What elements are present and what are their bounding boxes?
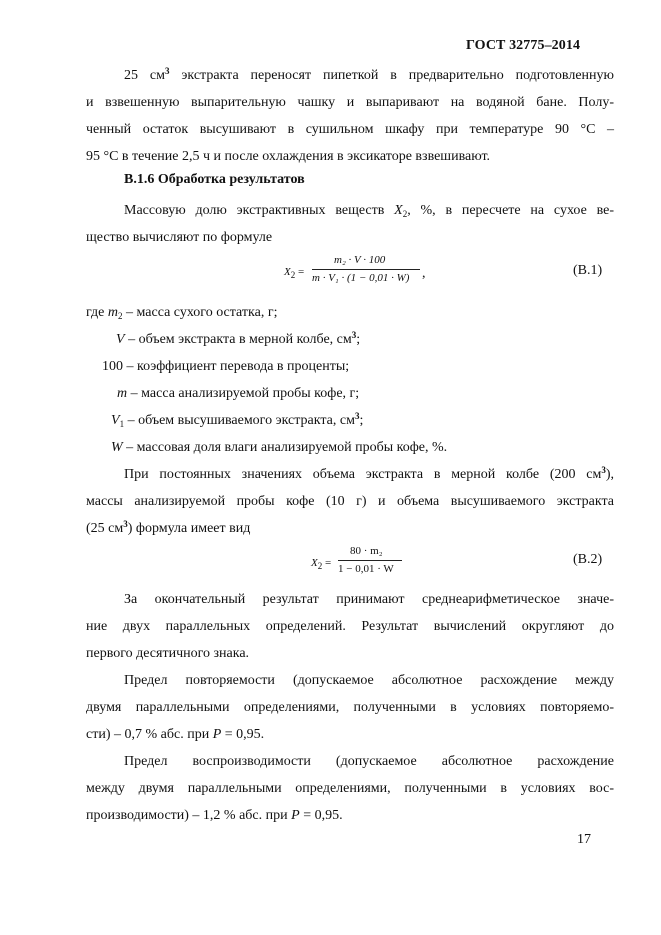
para1-line2: и взвешенную выпарительную чашку и выпаривают на водяной бане. Полу- xyxy=(86,95,614,110)
para1-line1: 25 $см^3$ экстракта переносят пипеткой в предварительно подготовленную xyxy=(124,66,615,83)
formula2-number: (В.2) xyxy=(573,552,603,567)
para5-line2: двумя параллельными определениями, полученными в условиях повторяемо- xyxy=(86,700,614,715)
para1-line4: 95 °С в течение 2,5 ч и после охлаждения в эксикаторе взвешивают. xyxy=(86,149,491,164)
formula1-fraction xyxy=(312,254,422,290)
para4-line1: За окончательный результат принимают среднеарифметическое значе- xyxy=(124,592,614,607)
para1-line3: ченный остаток высушивают в сушильном шкафу при температуре 90 °С – xyxy=(86,122,614,137)
para2-line1: Массовую долю экстрактивных веществ $X_2$, %, в пересчете на сухое ве- xyxy=(124,203,614,219)
formula2-lhs: $X_2$ = xyxy=(311,557,332,571)
formula1-trailing-comma: , xyxy=(422,266,426,281)
formula1-numerator: m₂ · V · 100 xyxy=(334,254,386,266)
formula1-fraction-bar xyxy=(312,269,420,270)
para2-line2: щество вычисляют по формуле xyxy=(86,230,273,245)
formula2-fraction xyxy=(338,545,404,581)
para5-line1: Предел повторяемости (допускаемое абсолютное расхождение между xyxy=(124,673,614,688)
formula1-lhs: $X_2$ = xyxy=(284,266,305,280)
definition-100: 100 – коэффициент перевода в проценты; xyxy=(102,359,350,374)
para6-line3: производимости) – 1,2 % абс. при P = 0,95. xyxy=(86,808,343,823)
definition-v: V – объем экстракта в мерной колбе, $см^3$; xyxy=(116,330,361,347)
definition-v1: $V_1$ – объем высушиваемого экстракта, $см^3$; xyxy=(111,411,364,429)
para4-line3: первого десятичного знака. xyxy=(86,646,250,661)
para3-line1: При постоянных значениях объема экстракта в мерной колбе (200 $см^3$), xyxy=(124,465,614,482)
document-code-header: ГОСТ 32775–2014 xyxy=(466,38,581,53)
page-number: 17 xyxy=(577,832,591,847)
para6-line2: между двумя параллельными определениями, полученными в условиях вос- xyxy=(86,781,614,796)
formula1-denominator: m · V₁ · (1 − 0,01 · W) xyxy=(312,272,410,284)
section-heading: В.1.6 Обработка результатов xyxy=(124,172,305,187)
formula2-denominator: 1 − 0,01 · W xyxy=(338,563,394,575)
para6-line1: Предел воспроизводимости (допускаемое абсолютное расхождение xyxy=(124,754,614,769)
formula1-number: (В.1) xyxy=(573,263,603,278)
definition-m2: где $m_2$ – масса сухого остатка, г; xyxy=(86,305,278,321)
para3-line2: массы анализируемой пробы кофе (10 г) и объема высушиваемого экстракта xyxy=(86,494,614,509)
formula2-numerator: 80 · m₂ xyxy=(350,545,383,557)
formula2-fraction-bar xyxy=(338,560,402,561)
definition-w: W – массовая доля влаги анализируемой пробы кофе, %. xyxy=(111,440,448,455)
para3-line3: (25 $см^3$) формула имеет вид xyxy=(86,519,251,536)
para5-line3: сти) – 0,7 % абс. при P = 0,95. xyxy=(86,727,265,742)
definition-m: m – масса анализируемой пробы кофе, г; xyxy=(117,386,360,401)
para4-line2: ние двух параллельных определений. Результат вычислений округляют до xyxy=(86,619,614,634)
